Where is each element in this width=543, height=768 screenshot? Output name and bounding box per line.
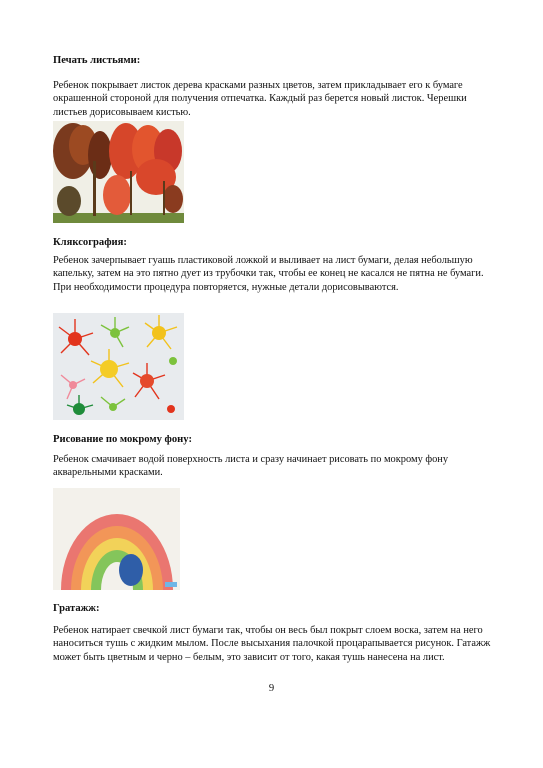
section-grattage: [53, 602, 493, 615]
section-paragraph: Ребенок покрывает листок дерева красками разных цветов, затем прикладывает его к бумаге окрашенной стороной для получения отпечатка. Каждый раз берется новый листок. Черешки листьев дорисовываем кистью.: [53, 80, 467, 118]
section-heading: Рисование по мокрому фону:: [53, 434, 192, 445]
watercolor-rainbow-painting-icon: [53, 488, 180, 590]
page-number: 9: [268, 683, 275, 694]
section-wet-background: [53, 433, 493, 446]
section-text-block: [53, 79, 493, 119]
section-text-block: [53, 254, 493, 294]
blot-suns-painting-icon: [53, 313, 184, 420]
leaf-print-image: [53, 121, 184, 223]
section-paragraph: Ребенок натирает свечкой лист бумаги так, чтобы он весь был покрыт слоем воска, затем на него наноситься тушь с жидким мылом. После высыхания палочкой процарапывается рисунок. Гатажж может быть цветным и черно – белым, это зависит от того, какая тушь нанесена на лист.: [53, 625, 491, 663]
section-paragraph: Ребенок зачерпывает гуашь пластиковой ложкой и выливает на лист бумаги, делая небольшую капельку, затем на это пятно дует из трубочки так, чтобы ее конец не касался не пятна не бумаги. При необходимости процедура повторяется, нужные детали дорисовываются.: [53, 255, 484, 293]
watercolor-rainbow-image: [53, 488, 180, 590]
section-paragraph: Ребенок смачивает водой поверхность листа и сразу начинает рисовать по мокрому фону акварельными красками.: [53, 454, 449, 479]
section-heading: Печать листьями:: [53, 55, 141, 66]
leaf-print-painting-icon: [53, 121, 184, 223]
section-text-block: [53, 453, 493, 480]
blot-suns-image: [53, 313, 184, 420]
section-heading: Кляксография:: [53, 237, 127, 248]
section-blotography: [53, 236, 493, 249]
section-heading: Гратажж:: [53, 603, 100, 614]
section-leaf-printing: [53, 54, 493, 67]
section-text-block: [53, 624, 493, 664]
